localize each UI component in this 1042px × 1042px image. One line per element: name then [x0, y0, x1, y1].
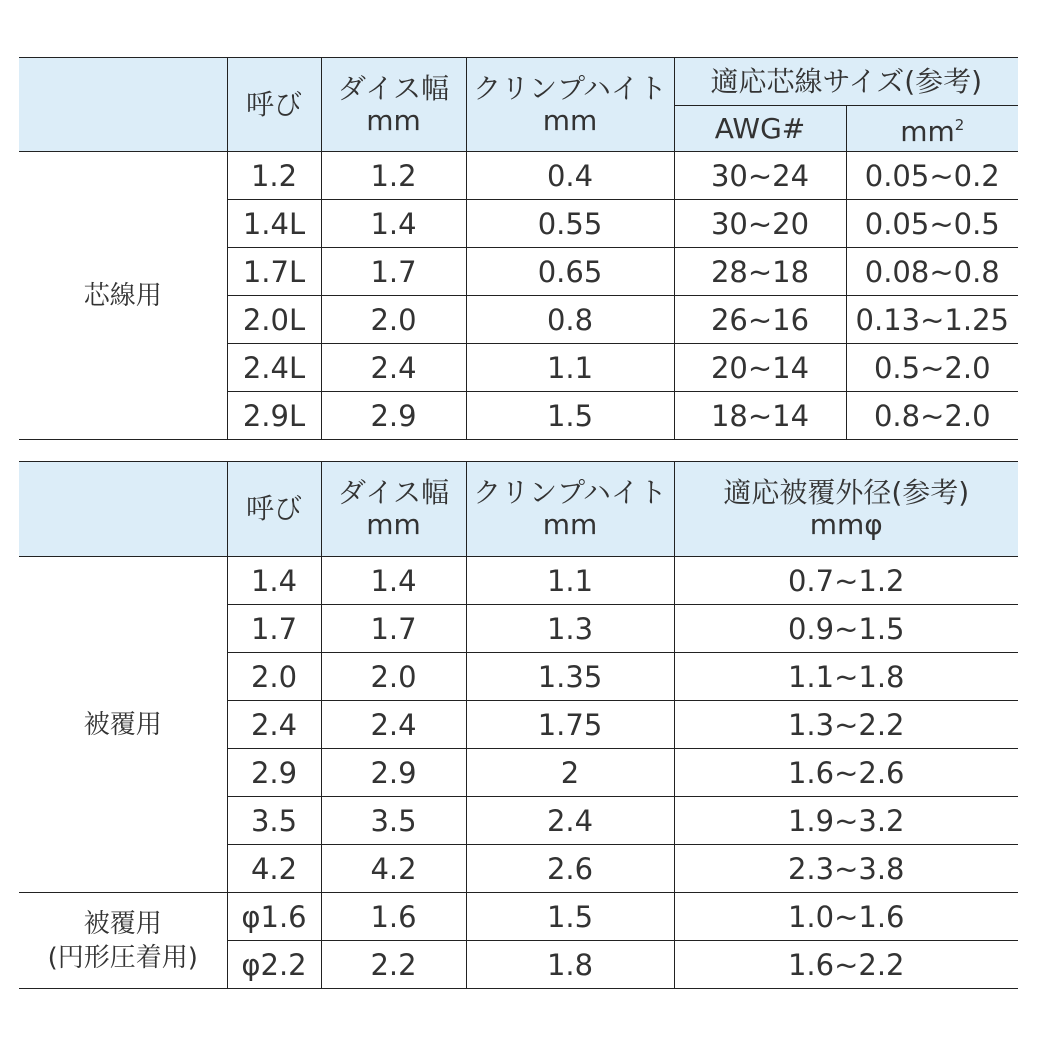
table-cell: 1.5 [466, 893, 674, 941]
table-cell: 2.4 [466, 797, 674, 845]
table-cell: 1.7L [227, 248, 321, 296]
group-label-line: 芯線用 [83, 280, 162, 311]
table-cell: 0.8~2.0 [846, 392, 1018, 440]
group-header-empty [19, 462, 227, 557]
table-row [19, 893, 1018, 941]
table-cell: φ1.6 [227, 893, 321, 941]
table-cell: 2.9 [227, 749, 321, 797]
table-cell: 4.2 [227, 845, 321, 893]
table-cell: 1.1 [466, 344, 674, 392]
header-die-width-label: ダイス幅 [337, 71, 450, 105]
table-cell: 1.0~1.6 [674, 893, 1018, 941]
header-die-width [321, 462, 466, 557]
table-cell: 0.7~1.2 [674, 557, 1018, 605]
table-cell: 1.5 [466, 392, 674, 440]
table-cell: 2.9 [321, 749, 466, 797]
table-cell: 1.7 [227, 605, 321, 653]
header-mm2 [846, 106, 1018, 152]
insulation-table [19, 461, 1018, 989]
table-cell: 1.3 [466, 605, 674, 653]
table-cell: 1.7 [321, 248, 466, 296]
table-cell: 0.13~1.25 [846, 296, 1018, 344]
group-header-empty [19, 58, 227, 152]
table-cell: 2.9L [227, 392, 321, 440]
table-cell: 1.7 [321, 605, 466, 653]
table-cell: 28~18 [674, 248, 846, 296]
header-mm2-superscript: 2 [954, 116, 965, 134]
table-cell: 26~16 [674, 296, 846, 344]
table-row [19, 152, 1018, 200]
header-crimp-height-label: クリンプハイト [473, 71, 667, 105]
header-outer-diameter-label: 適応被覆外径(参考) [723, 476, 970, 509]
table-cell: 2.4 [227, 701, 321, 749]
table-cell: 1.75 [466, 701, 674, 749]
table-cell: 30~24 [674, 152, 846, 200]
table-cell: 1.6~2.2 [674, 941, 1018, 989]
header-crimp-height [466, 462, 674, 557]
table-cell: 1.6~2.6 [674, 749, 1018, 797]
table-cell: 1.2 [321, 152, 466, 200]
table-cell: 2.6 [466, 845, 674, 893]
table-row [19, 557, 1018, 605]
table-cell: 2.0 [227, 653, 321, 701]
header-die-width-unit: mm [366, 508, 421, 541]
header-mm2-label: mm [900, 115, 955, 148]
header-awg: AWG# [674, 106, 846, 152]
table-cell: 2.9 [321, 392, 466, 440]
table-cell: 1.8 [466, 941, 674, 989]
table-cell: 2.4 [321, 701, 466, 749]
table-cell: 30~20 [674, 200, 846, 248]
table-cell: 1.4 [227, 557, 321, 605]
table-cell: 2.2 [321, 941, 466, 989]
table-cell: 1.2 [227, 152, 321, 200]
table-cell: 18~14 [674, 392, 846, 440]
table-cell: 3.5 [321, 797, 466, 845]
table-cell: 1.1~1.8 [674, 653, 1018, 701]
table-cell: 4.2 [321, 845, 466, 893]
header-name: 呼び [227, 58, 321, 152]
table-cell: 0.55 [466, 200, 674, 248]
table-cell: 1.35 [466, 653, 674, 701]
table-cell: 2.0 [321, 296, 466, 344]
table-cell: 0.65 [466, 248, 674, 296]
table-cell: 2.4 [321, 344, 466, 392]
group-label [19, 557, 227, 893]
header-outer-diameter-unit: mmφ [809, 508, 883, 541]
group-label-line: (円形圧着用) [47, 942, 198, 973]
table-cell: 0.9~1.5 [674, 605, 1018, 653]
table-cell: 20~14 [674, 344, 846, 392]
header-crimp-height-unit: mm [542, 508, 598, 541]
group-label [19, 893, 227, 989]
table-cell: 1.6 [321, 893, 466, 941]
header-crimp-height [466, 58, 674, 152]
header-outer-diameter [674, 462, 1018, 557]
core-wire-table [19, 57, 1018, 440]
table-cell: 0.05~0.5 [846, 200, 1018, 248]
table-cell: 1.3~2.2 [674, 701, 1018, 749]
group-label [19, 152, 227, 440]
header-name: 呼び [227, 462, 321, 557]
header-die-width-label: ダイス幅 [337, 476, 450, 509]
table-cell: 1.4 [321, 557, 466, 605]
table-cell: 1.4 [321, 200, 466, 248]
header-wire-size: 適応芯線サイズ(参考) [674, 58, 1018, 106]
header-crimp-height-label: クリンプハイト [473, 476, 667, 509]
table-cell: 2 [466, 749, 674, 797]
table-cell: 0.4 [466, 152, 674, 200]
table-cell: 2.0L [227, 296, 321, 344]
table-cell: 3.5 [227, 797, 321, 845]
table-cell: 2.0 [321, 653, 466, 701]
table-cell: φ2.2 [227, 941, 321, 989]
table-cell: 2.3~3.8 [674, 845, 1018, 893]
table-cell: 1.1 [466, 557, 674, 605]
header-crimp-height-unit: mm [542, 103, 598, 137]
table-cell: 0.5~2.0 [846, 344, 1018, 392]
group-label-line: 被覆用 [83, 908, 162, 939]
table-cell: 1.9~3.2 [674, 797, 1018, 845]
header-die-width-unit: mm [366, 103, 421, 137]
header-die-width [321, 58, 466, 152]
table-cell: 1.4L [227, 200, 321, 248]
table-cell: 0.8 [466, 296, 674, 344]
table-cell: 0.05~0.2 [846, 152, 1018, 200]
table-cell: 2.4L [227, 344, 321, 392]
group-label-line: 被覆用 [83, 709, 162, 740]
table-cell: 0.08~0.8 [846, 248, 1018, 296]
